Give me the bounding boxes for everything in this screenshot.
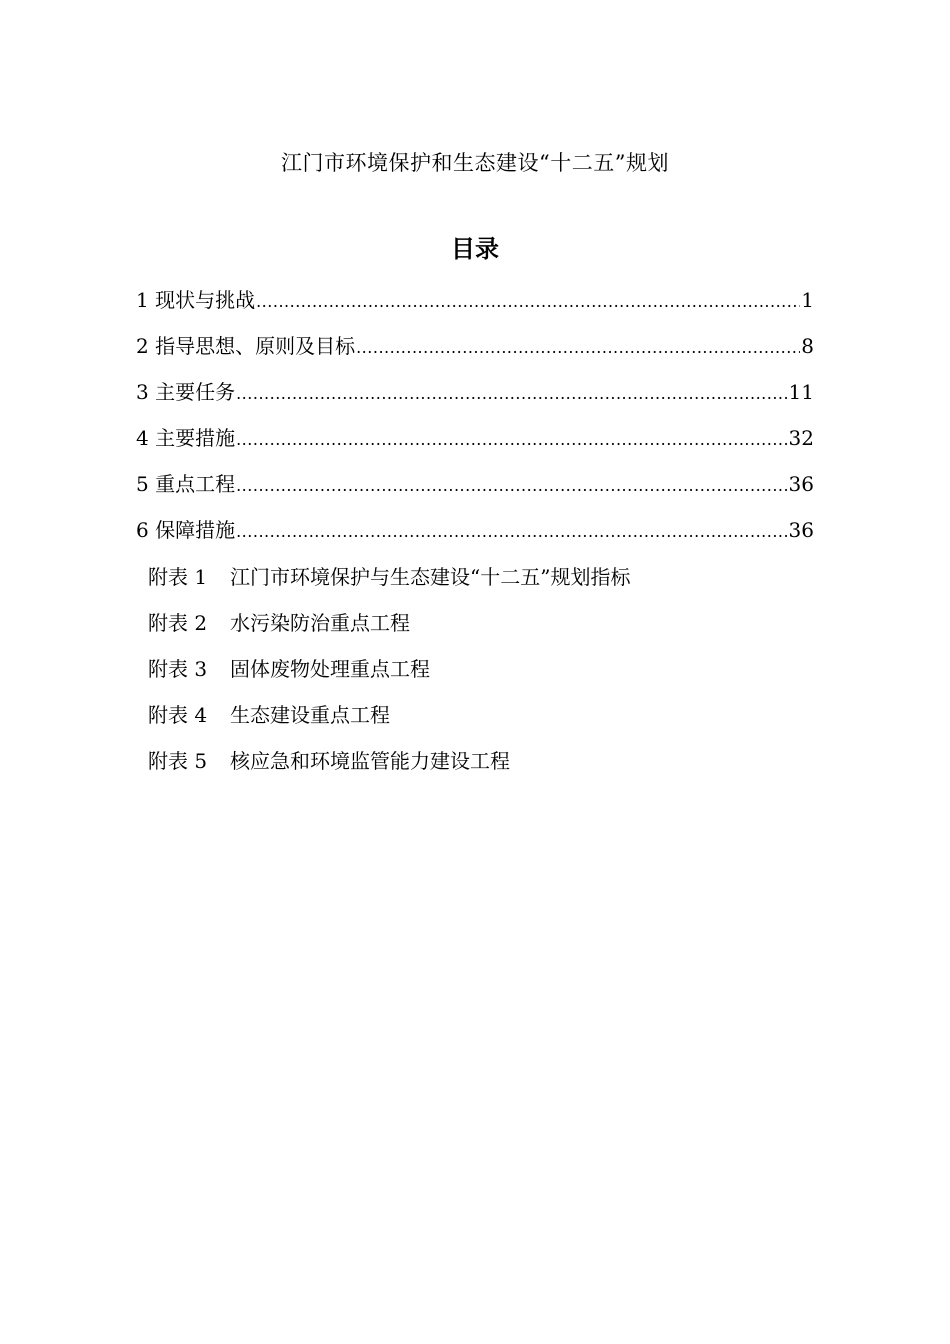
toc-entry-label: 5 重点工程 <box>136 472 236 496</box>
toc-heading: 目录 <box>451 235 499 263</box>
appendix-number: 附表 4 <box>148 703 208 727</box>
document-title: 江门市环境保护和生态建设“十二五”规划 <box>281 151 669 175</box>
toc-entry-label: 3 主要任务 <box>136 380 236 404</box>
appendix-entry[interactable] <box>148 699 808 745</box>
toc-dot-leader <box>236 378 787 410</box>
appendix-title: 固体废物处理重点工程 <box>230 657 430 681</box>
toc-entry-label: 6 保障措施 <box>136 518 236 542</box>
toc-entry[interactable] <box>136 422 814 468</box>
toc-entry-page: 36 <box>788 472 814 496</box>
appendix-entry[interactable] <box>148 745 808 791</box>
appendix-number: 附表 5 <box>148 749 208 773</box>
toc-dot-leader <box>236 470 787 502</box>
toc-entry-page: 32 <box>788 426 814 450</box>
toc-dot-leader <box>236 516 787 548</box>
toc-entry[interactable] <box>136 376 814 422</box>
toc-entry[interactable] <box>136 284 814 330</box>
appendix-number: 附表 3 <box>148 657 208 681</box>
toc-entry-page: 36 <box>788 518 814 542</box>
toc-entry-page: 1 <box>801 288 814 312</box>
appendix-entry[interactable] <box>148 561 808 607</box>
appendix-title: 水污染防治重点工程 <box>230 611 410 635</box>
toc-dot-leader <box>356 332 800 364</box>
appendix-title: 江门市环境保护与生态建设“十二五”规划指标 <box>230 565 631 589</box>
appendix-entry[interactable] <box>148 653 808 699</box>
toc-entry-label: 2 指导思想、原则及目标 <box>136 334 356 358</box>
toc-dot-leader <box>236 424 787 456</box>
appendix-title: 核应急和环境监管能力建设工程 <box>230 749 510 773</box>
toc-entry[interactable] <box>136 468 814 514</box>
appendix-number: 附表 2 <box>148 611 208 635</box>
toc-entry-label: 1 现状与挑战 <box>136 288 256 312</box>
toc-entry[interactable] <box>136 514 814 560</box>
appendix-list <box>148 561 808 791</box>
toc-entry-label: 4 主要措施 <box>136 426 236 450</box>
appendix-entry[interactable] <box>148 607 808 653</box>
toc-entry-page: 11 <box>788 380 814 404</box>
toc-dot-leader <box>256 286 800 318</box>
toc-entry-page: 8 <box>801 334 814 358</box>
appendix-number: 附表 1 <box>148 565 208 589</box>
appendix-title: 生态建设重点工程 <box>230 703 390 727</box>
toc-list <box>136 284 814 560</box>
toc-entry[interactable] <box>136 330 814 376</box>
